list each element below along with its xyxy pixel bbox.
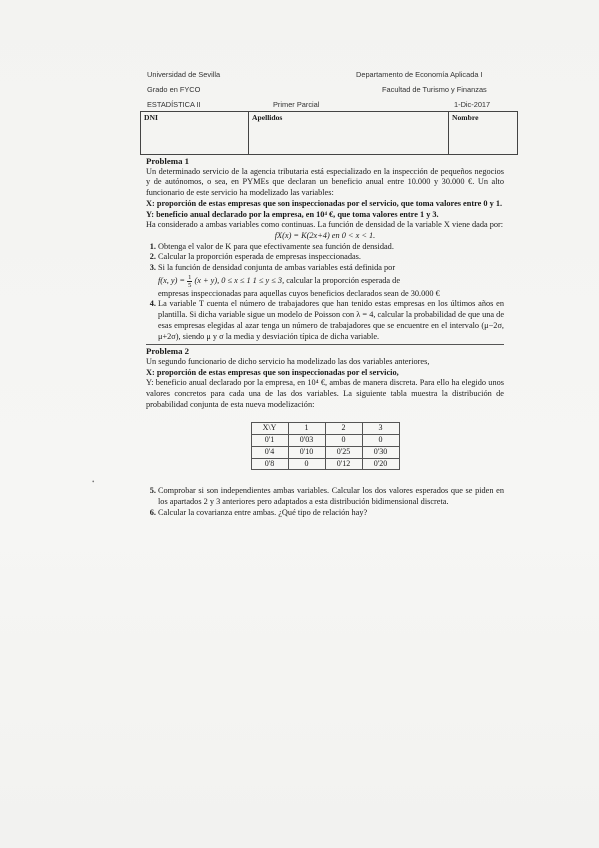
- nombre-label: Nombre: [452, 113, 479, 122]
- apellidos-field[interactable]: [249, 112, 449, 155]
- degree-name: Grado en FYCO: [147, 85, 201, 94]
- dni-label: DNI: [144, 113, 158, 122]
- table-corner: X\Y: [251, 423, 288, 435]
- nombre-field[interactable]: [449, 112, 518, 155]
- table-cell: 0'25: [325, 446, 362, 458]
- item-6: 6. Calcular la covarianza entre ambas. ¿Qué tipo de relación hay?: [158, 508, 504, 519]
- table-cell: 0: [362, 435, 399, 447]
- item3-fraction: $\frac{1}{5}$: [188, 273, 192, 289]
- problema2-items: [146, 486, 504, 518]
- item-2: 2. Calcular la proporción esperada de empresas inspeccionadas.: [158, 252, 504, 263]
- table-cell: 0: [325, 435, 362, 447]
- item-1: 1. Obtenga el valor de K para que efectivamente sea función de densidad.: [158, 242, 504, 253]
- table-row: [251, 435, 399, 447]
- exam-date: 1-Dic-2017: [454, 100, 491, 109]
- problema2-title: Problema 2: [146, 346, 190, 357]
- item3-post: empresas inspeccionadas para aquellas cuyos beneficios declarados sean de 30.000 €: [158, 288, 440, 298]
- item3-pre: Si la función de densidad conjunta de ambas variables está definida por: [158, 263, 396, 273]
- problema1-var-y: Y: beneficio anual declarado por la empresa, en 10⁴ €, que toma valores entre 1 y 3.: [146, 209, 439, 219]
- table-cell: 0'12: [325, 458, 362, 470]
- table-cell: 0'03: [288, 435, 325, 447]
- section-divider: [146, 344, 504, 345]
- problema1-items: [146, 242, 504, 343]
- problema2-intro: Un segundo funcionario de dicho servicio ha modelizado las dos variables anteriores,: [146, 356, 430, 366]
- item-5: 5. Comprobar si son independientes ambas variables. Calcular los dos valores esperados que se piden en los apartados 2 y 3 anteriores pero adaptados a esta distribución bidimensional discreta.: [158, 486, 504, 507]
- problema1-var-x: X: proporción de estas empresas que son inspeccionadas por el servicio, que toma valores entre 0 y 1.: [146, 198, 503, 208]
- item3-formula-right: (x + y), 0 ≤ x ≤ 1 1 ≤ y ≤ 3,: [194, 276, 285, 286]
- table-cell: 0: [288, 458, 325, 470]
- item-4: 4. La variable T cuenta el número de trabajadores que han tenido estas empresas en los últimos años en plantilla. Si dicha variable sigue un modelo de Poisson con λ = 4, calcular la probabilidad de que una de esas empresas elegidas al azar tenga un número de trabajadores que se encuentre en el intervalo (μ−2σ, μ+2σ), siendo μ y σ la media y desviación típica de dicha variable.: [158, 299, 504, 342]
- table-cell: 0'20: [362, 458, 399, 470]
- item-3: [158, 263, 504, 299]
- faculty-name: Facultad de Turismo y Finanzas: [382, 85, 487, 94]
- student-id-box: [140, 111, 518, 155]
- col-header: 2: [325, 423, 362, 435]
- density-formula: fX(x) = K(2x+4) en 0 < x < 1.: [274, 230, 376, 240]
- exam-content: [146, 156, 504, 518]
- table-row: [251, 446, 399, 458]
- item3-formula-left: f(x, y) =: [158, 276, 186, 286]
- problema1-intro: Un determinado servicio de la agencia tributaria está especializado en la inspección de pequeños negocios y de autónomos, o sea, en PYMEs que declaran un beneficio anual entre 10.000 y 30.000 €. Un alto funcionario de este servicio ha modelizado las variables:: [146, 166, 504, 198]
- exam-name: Primer Parcial: [273, 100, 320, 109]
- problema2-var-x: X: proporción de estas empresas que son inspeccionadas por el servicio,: [146, 367, 399, 377]
- table-cell: 0'30: [362, 446, 399, 458]
- col-header: 3: [362, 423, 399, 435]
- col-header: 1: [288, 423, 325, 435]
- table-row: [251, 458, 399, 470]
- subject-name: ESTADÍSTICA II: [147, 100, 201, 109]
- problema1-title: Problema 1: [146, 156, 190, 166]
- department-name: Departamento de Economía Aplicada I: [356, 70, 483, 79]
- item3-mid: calcular la proporción esperada de: [286, 276, 401, 286]
- apellidos-label: Apellidos: [252, 113, 283, 122]
- university-name: Universidad de Sevilla: [147, 70, 221, 79]
- dni-field[interactable]: [141, 112, 249, 155]
- problema1-continuation: Ha considerado a ambas variables como continuas. La función de densidad de la variable X viene dada por:: [146, 220, 504, 230]
- row-header: 0'4: [251, 446, 288, 458]
- margin-mark: •: [92, 478, 95, 486]
- row-header: 0'1: [251, 435, 288, 447]
- row-header: 0'8: [251, 458, 288, 470]
- joint-distribution-table: [251, 422, 400, 470]
- problema2-var-y: Y: beneficio anual declarado por la empresa, en 10⁴ €, ambas de manera discreta. Para ello ha elegido unos valores concretos para cada una de las dos variables. La siguiente tabla muestra la distribución de probabilidad conjunta de esta nueva modelización:: [146, 378, 504, 409]
- table-cell: 0'10: [288, 446, 325, 458]
